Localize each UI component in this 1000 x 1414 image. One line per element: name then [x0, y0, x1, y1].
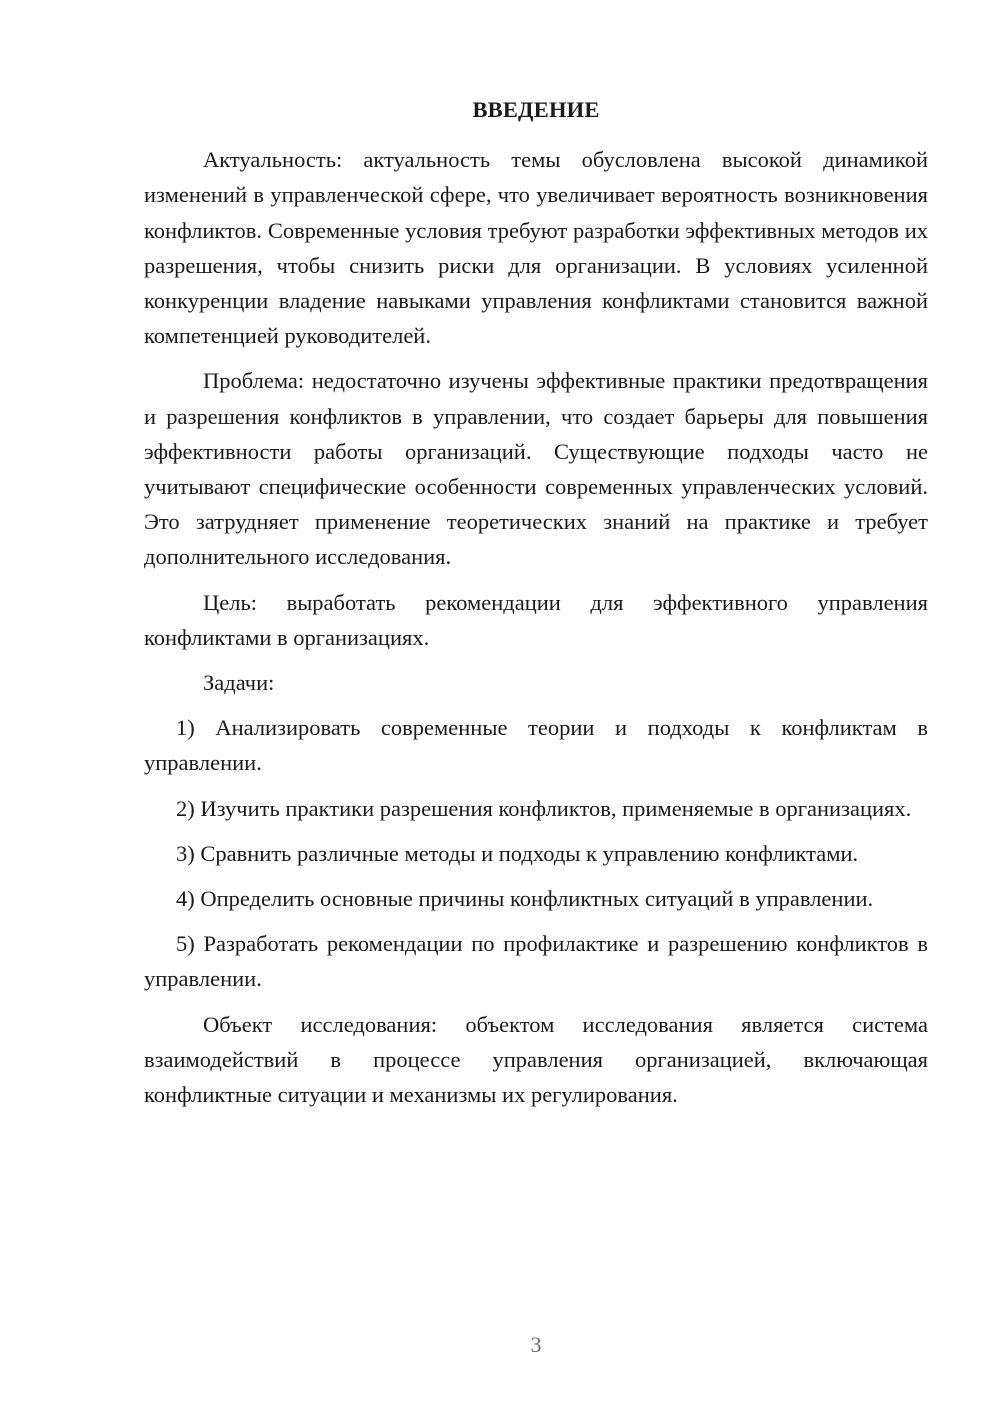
relevance-paragraph: Актуальность: актуальность темы обусловлена высокой динамикой изменений в управленческой сфере, что увеличивает вероятность возникновения конфликтов. Современные условия требуют разработки эффективных методов их разрешения, чтобы снизить риски для организации. В условиях усиленной конкуренции владение навыками управления конфликтами становится важной компетенцией руководителей. — [144, 147, 928, 349]
object-paragraph: Объект исследования: объектом исследования является система взаимодействий в процессе управления организацией, включающая конфликтные ситуации и механизмы их регулирования. — [144, 1011, 928, 1108]
problem-paragraph: Проблема: недостаточно изучены эффективные практики предотвращения и разрешения конфликтов в управлении, что создает барьеры для повышения эффективности работы организаций. Существующие подходы часто не учитывают специфические особенности современных управленческих условий. Это затрудняет применение теоретических знаний на практике и требует дополнительного исследования. — [144, 368, 928, 570]
goal-paragraph: Цель: выработать рекомендации для эффективного управления конфликтами в организациях. — [144, 589, 928, 650]
task-item-4: 4) Определить основные причины конфликтных ситуаций в управлении. — [176, 886, 874, 912]
tasks-list — [144, 710, 928, 996]
task-item-2: 2) Изучить практики разрешения конфликтов, применяемые в организациях. — [176, 795, 912, 821]
tasks-heading: Задачи: — [203, 670, 275, 696]
task-item-1: 1) Анализировать современные теории и подходы к конфликтам в управлении. — [144, 715, 928, 776]
page-number: 3 — [530, 1332, 542, 1357]
task-item-3: 3) Сравнить различные методы и подходы к управлению конфликтами. — [176, 840, 859, 866]
document-page — [144, 92, 928, 1112]
section-title: ВВЕДЕНИЕ — [472, 97, 600, 122]
task-item-5: 5) Разработать рекомендации по профилактике и разрешению конфликтов в управлении. — [144, 931, 928, 992]
